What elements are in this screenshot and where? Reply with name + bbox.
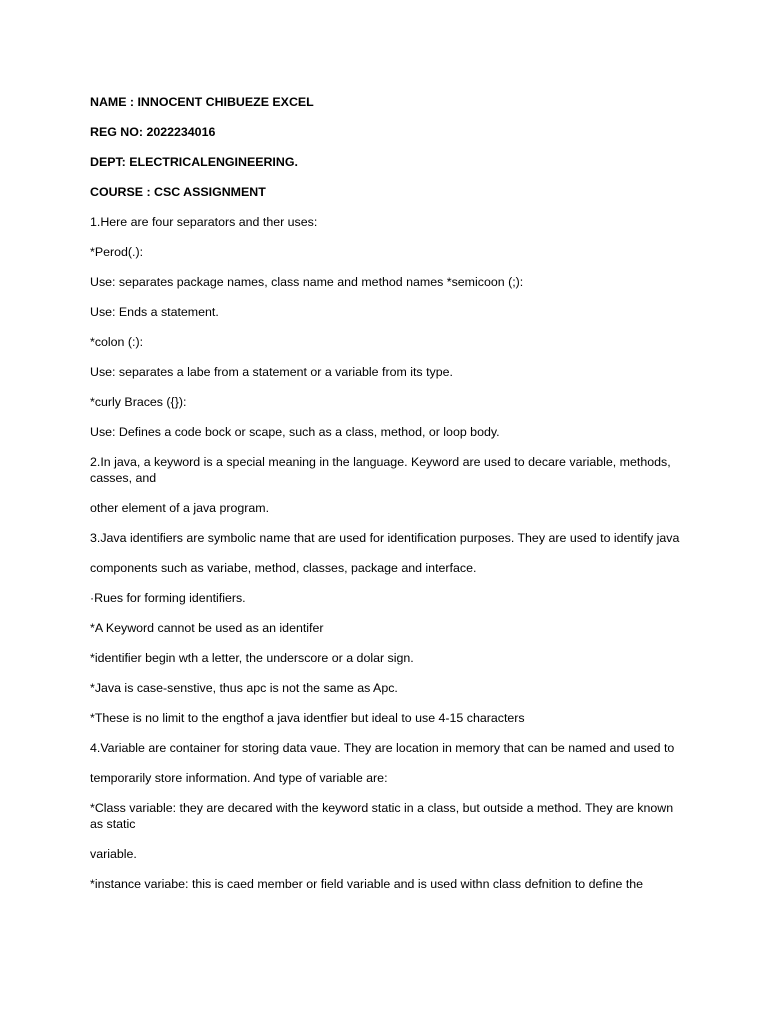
registration-number: REG NO: 2022234016 bbox=[90, 125, 216, 139]
course-title: COURSE : CSC ASSIGNMENT bbox=[90, 185, 266, 199]
paragraph: Use: Ends a statement. bbox=[90, 305, 219, 319]
paragraph: components such as variabe, method, classes, package and interface. bbox=[90, 561, 477, 575]
paragraph: other element of a java program. bbox=[90, 501, 270, 515]
paragraph: 1.Here are four separators and ther uses: bbox=[90, 215, 318, 229]
paragraph: *instance variabe: this is caed member or field variable and is used withn class defnition to define the bbox=[90, 877, 644, 891]
department: DEPT: ELECTRICALENGINEERING. bbox=[90, 155, 298, 169]
paragraph: *identifier begin wth a letter, the underscore or a dolar sign. bbox=[90, 651, 414, 665]
paragraph: Use: separates package names, class name and method names *semicoon (;): bbox=[90, 275, 524, 289]
paragraph: *Class variable: they are decared with the keyword static in a class, but outside a method. They are known as static bbox=[90, 801, 674, 831]
paragraph: *These is no limit to the engthof a java identfier but ideal to use 4-15 characters bbox=[90, 711, 525, 725]
paragraph: *curly Braces ({}): bbox=[90, 395, 187, 409]
paragraph: *Perod(.): bbox=[90, 245, 144, 259]
student-name: NAME : INNOCENT CHIBUEZE EXCEL bbox=[90, 95, 314, 109]
paragraph: *A Keyword cannot be used as an identifer bbox=[90, 621, 324, 635]
paragraph: 3.Java identifiers are symbolic name that are used for identification purposes. They are used to identify java bbox=[90, 531, 680, 545]
paragraph: temporarily store information. And type of variable are: bbox=[90, 771, 388, 785]
paragraph: *colon (:): bbox=[90, 335, 144, 349]
paragraph: variable. bbox=[90, 847, 137, 861]
document-body bbox=[90, 94, 680, 906]
paragraph: 4.Variable are container for storing data vaue. They are location in memory that can be named and used to bbox=[90, 741, 675, 755]
paragraph: Use: separates a labe from a statement or a variable from its type. bbox=[90, 365, 453, 379]
paragraph: Use: Defines a code bock or scape, such as a class, method, or loop body. bbox=[90, 425, 500, 439]
paragraph: *Java is case-senstive, thus apc is not the same as Apc. bbox=[90, 681, 398, 695]
paragraph: ·Rues for forming identifiers. bbox=[90, 591, 246, 605]
paragraph: 2.In java, a keyword is a special meaning in the language. Keyword are used to decare variable, methods, casses, and bbox=[90, 455, 671, 485]
